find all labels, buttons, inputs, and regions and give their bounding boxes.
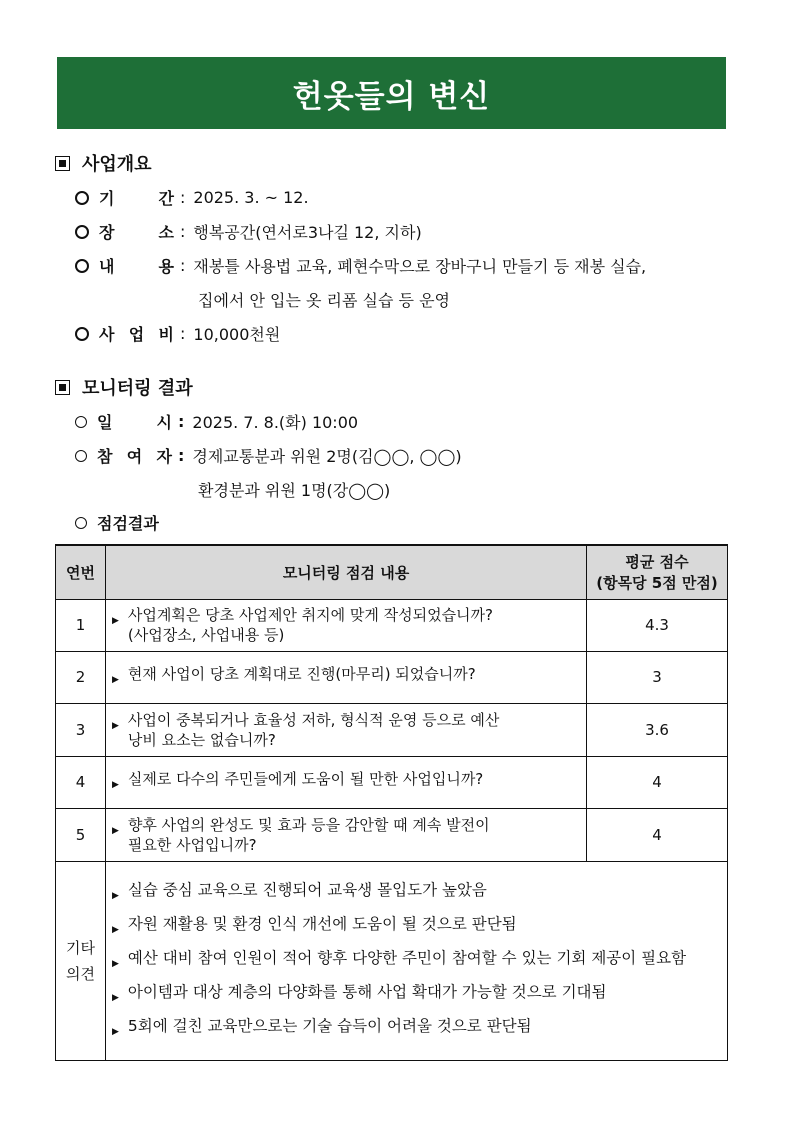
square-bullet-icon: [55, 380, 70, 395]
table-row-etc: 기타 의견 ▶ 실습 중심 교육으로 진행되어 교육생 몰입도가 높았음 ▶ 자원 재활용 및 환경 인식 개선에 도움이 될 것으로 판단됨 ▶ 예산 대비 참여 인원이 적어 향후 다양한 주민이 참여할 수 있는 기회 제공이 필요함 ▶ 아이템과 대상 계층의 다양화를 통해 사업 확대가 가능할 것으로 기대됨 ▶ 5회에 걸친 교육만으로는 기술 습득이 어려울 것으로 판단됨: [56, 861, 728, 1060]
overview-content-line2: 집에서 안 입는 옷 리폼 실습 등 운영: [198, 291, 450, 310]
header-content: 모니터링 점검 내용: [106, 545, 587, 599]
section-monitoring-heading: 모니터링 결과: [55, 374, 193, 400]
triangle-bullet-icon: ▶: [112, 720, 119, 731]
circle-bullet-icon: [75, 327, 89, 341]
table-row: 1 ▶ 사업계획은 당초 사업제안 취지에 맞게 작성되었습니까? (사업장소, 사업내용 등) 4.3: [56, 599, 728, 651]
triangle-bullet-icon: ▶: [112, 958, 119, 969]
header-score: 평균 점수 (항목당 5점 만점): [587, 545, 728, 599]
title-banner: [57, 57, 726, 129]
triangle-bullet-icon: ▶: [112, 1026, 119, 1037]
section-overview-heading: 사업개요: [55, 150, 152, 176]
monitoring-participants-line2: 환경분과 위원 1명(강◯◯): [198, 481, 391, 500]
overview-budget: 사 업 비 : 10,000천원: [75, 322, 280, 345]
header-num: 연번: [56, 545, 106, 599]
triangle-bullet-icon: ▶: [112, 825, 119, 836]
etc-opinions: ▶ 실습 중심 교육으로 진행되어 교육생 몰입도가 높았음 ▶ 자원 재활용 및 환경 인식 개선에 도움이 될 것으로 판단됨 ▶ 예산 대비 참여 인원이 적어 향후 다양한 주민이 참여할 수 있는 기회 제공이 필요함 ▶ 아이템과 대상 계층의 다양화를 통해 사업 확대가 가능할 것으로 기대됨 ▶ 5회에 걸친 교육만으로는 기술 습득이 어려울 것으로 판단됨: [106, 861, 728, 1060]
circle-bullet-icon: [75, 416, 87, 428]
table-row: 5 ▶ 향후 사업의 완성도 및 효과 등을 감안할 때 계속 발전이 필요한 사업입니까? 4: [56, 808, 728, 861]
table-header-row: [56, 545, 728, 599]
overview-content: 내 용 : 재봉틀 사용법 교육, 폐현수막으로 장바구니 만들기 등 재봉 실습,: [75, 254, 646, 277]
monitoring-results-label: 점검결과: [75, 511, 159, 534]
triangle-bullet-icon: ▶: [112, 675, 119, 685]
triangle-bullet-icon: ▶: [112, 780, 119, 790]
overview-place: 장 소 : 행복공간(연서로3나길 12, 지하): [75, 220, 422, 243]
table-row: 2 ▶ 현재 사업이 당초 계획대로 진행(마무리) 되었습니까? 3: [56, 651, 728, 703]
circle-bullet-icon: [75, 259, 89, 273]
table-row: 3 ▶ 사업이 중복되거나 효율성 저하, 형식적 운영 등으로 예산 낭비 요소는 없습니까? 3.6: [56, 703, 728, 756]
circle-bullet-icon: [75, 450, 87, 462]
circle-bullet-icon: [75, 517, 87, 529]
circle-bullet-icon: [75, 191, 89, 205]
triangle-bullet-icon: ▶: [112, 992, 119, 1003]
page-title: 헌옷들의 변신: [292, 78, 491, 115]
monitoring-participants: 참 여 자 : 경제교통분과 위원 2명(김◯◯, ◯◯): [75, 444, 462, 467]
monitoring-date: 일 시 : 2025. 7. 8.(화) 10:00: [75, 410, 358, 433]
square-bullet-icon: [55, 156, 70, 171]
table-row: 4 ▶ 실제로 다수의 주민들에게 도움이 될 만한 사업입니까? 4: [56, 756, 728, 808]
triangle-bullet-icon: ▶: [112, 890, 119, 901]
overview-period: 기 간 : 2025. 3. ~ 12.: [75, 186, 309, 209]
triangle-bullet-icon: ▶: [112, 924, 119, 935]
circle-bullet-icon: [75, 225, 89, 239]
results-table: [55, 544, 728, 1061]
triangle-bullet-icon: ▶: [112, 616, 119, 626]
